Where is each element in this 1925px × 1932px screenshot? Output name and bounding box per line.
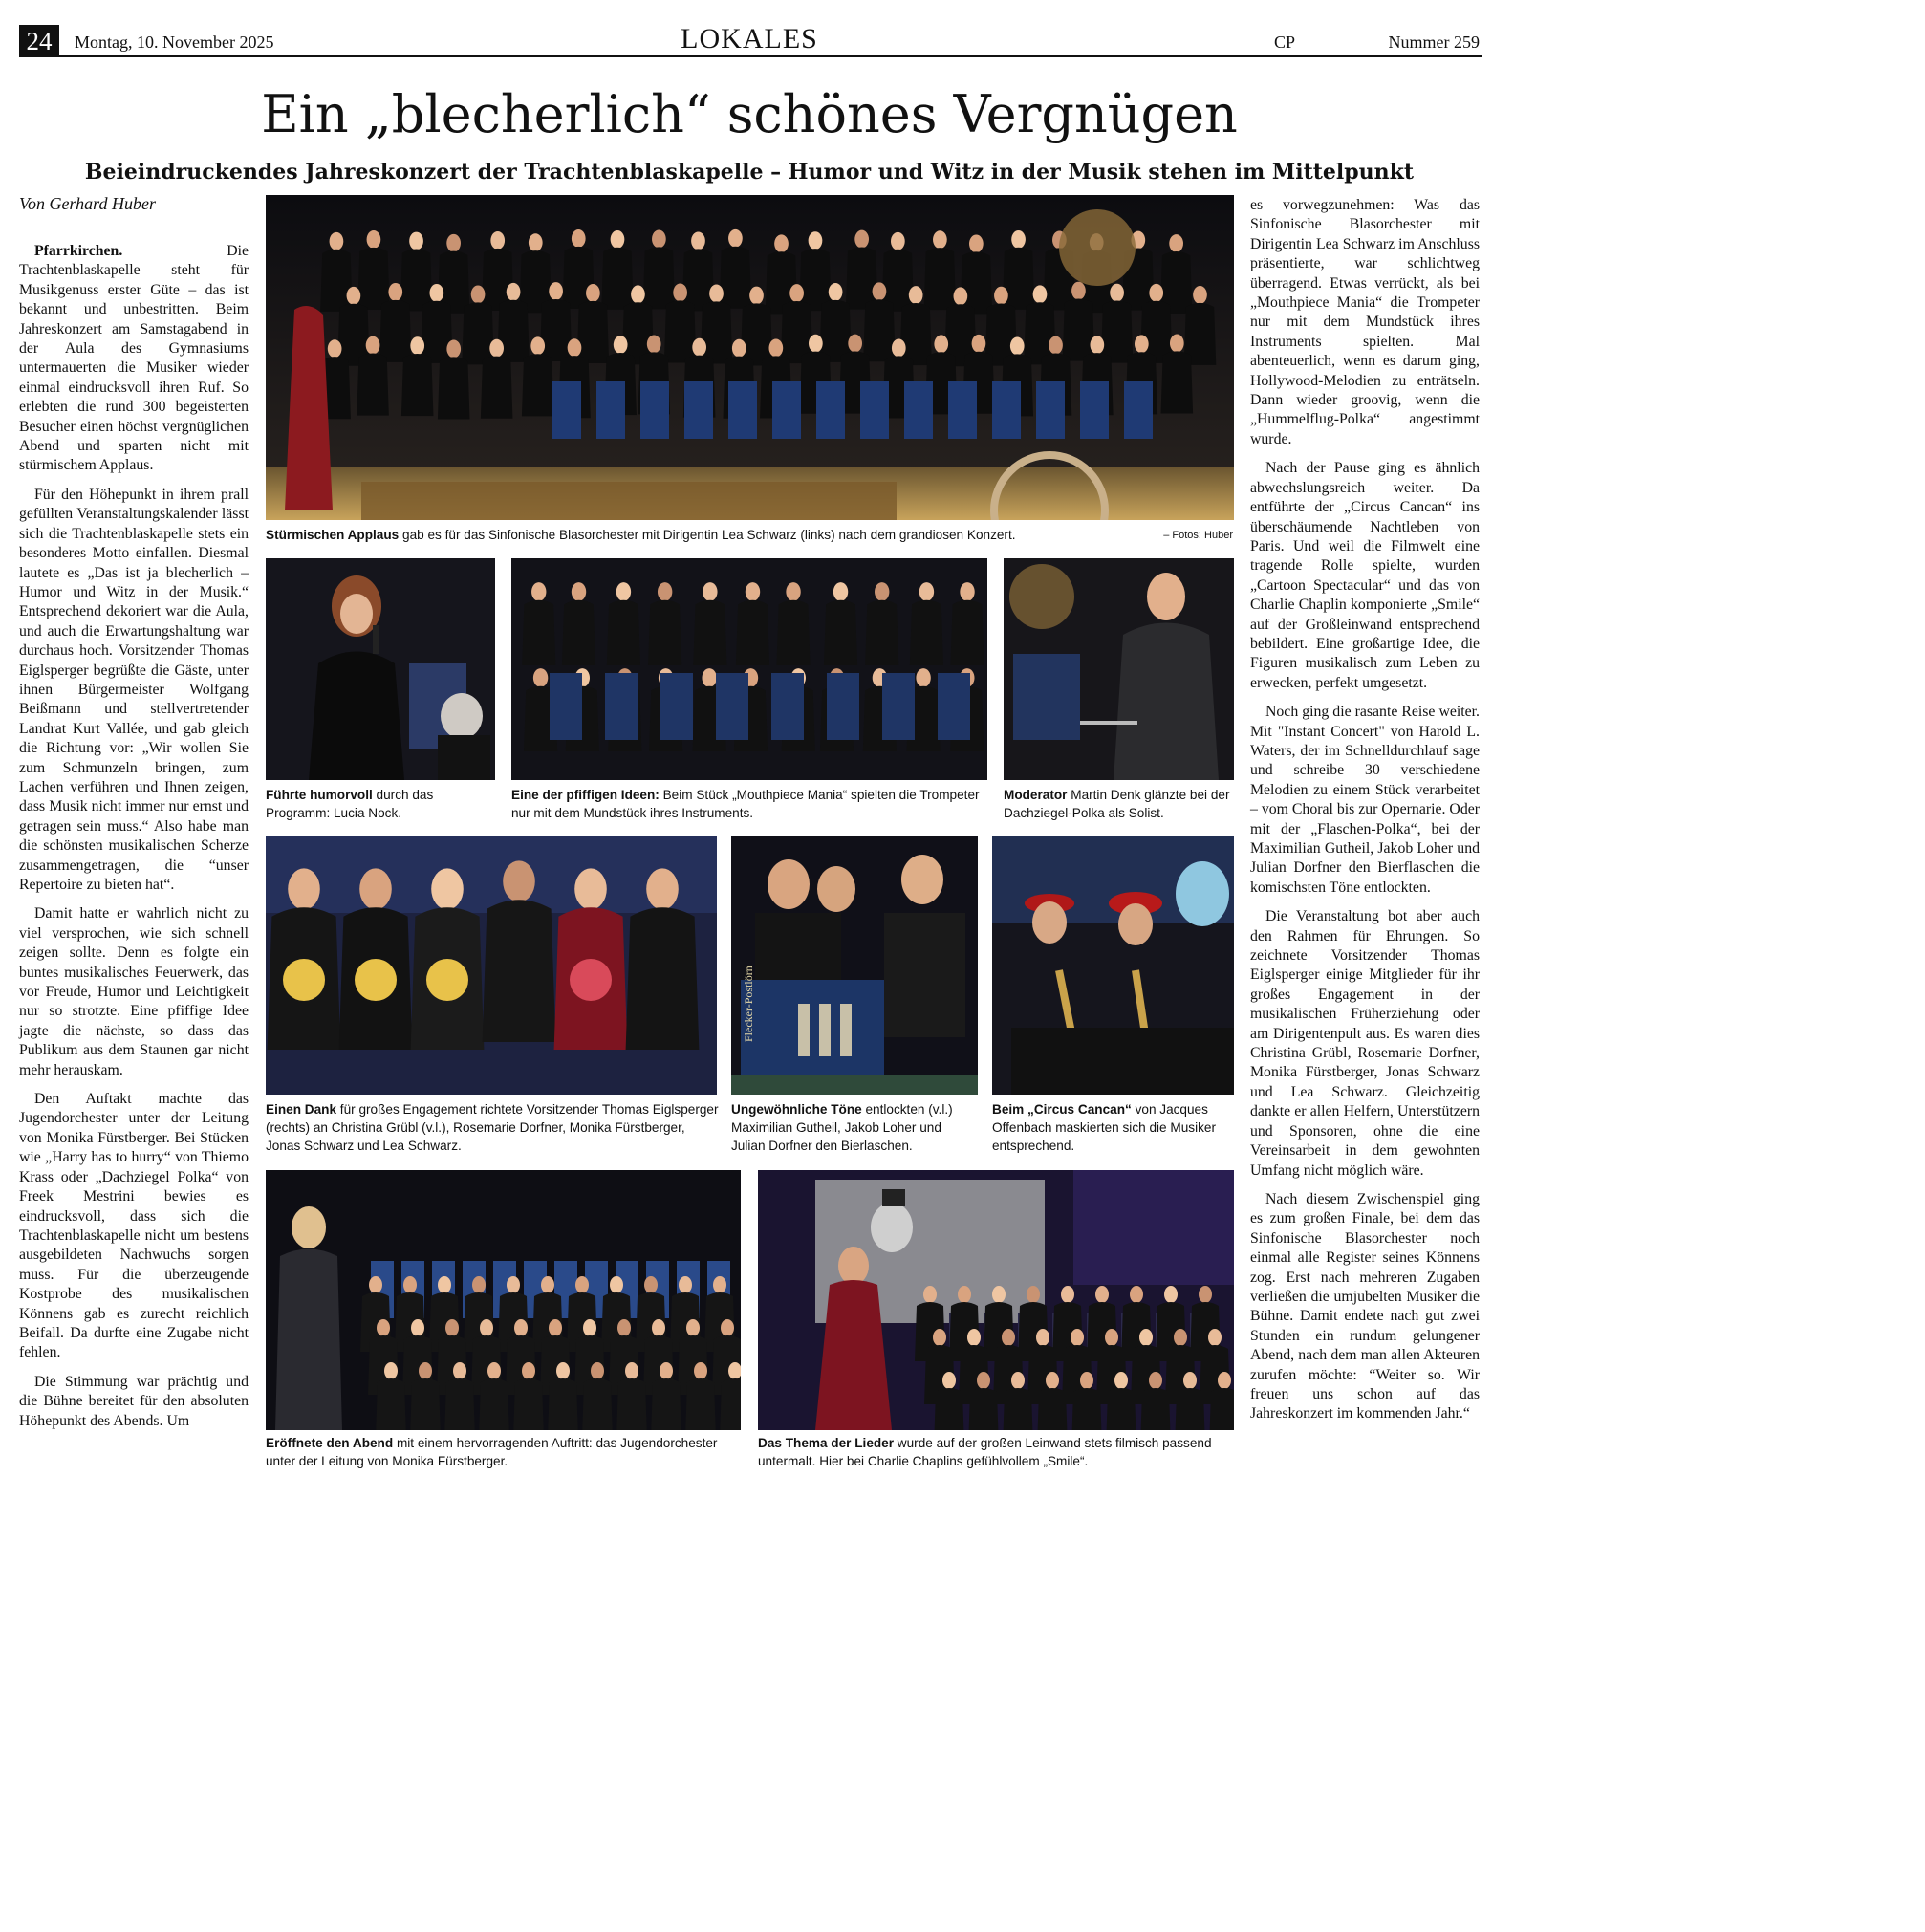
beer-crate	[741, 980, 884, 1075]
paragraph: Nach der Pause ging es ähnlich abwechslungsreich weiter. Da entführte der „Circus Cancan“ ins überschäumende Nachtleben von Paris. Und weil die Filmwelt eine tragende Rolle spielte, wurden „Cartoon Spectacular“ und das von Charlie Chaplin komponierte „Smile“ auf der Großleinwand entsprechend bebildert. Eine großartige Idee, die Figuren musikalisch zum Leben zu erwecken, perfekt umgesetzt.	[1250, 460, 1480, 691]
paragraph: Damit hatte er wahrlich nicht zu viel versprochen, wie sich schnell zeigen sollte. Denn es folgte ein buntes musikalisches Feuerwerk, das vor Freude, Humor und Leichtigkeit nur so strotzte. Eine pfiffige Idee jagte die nächste, so dass das Publikum aus dem Staunen gar nicht mehr herauskam.	[19, 905, 249, 1078]
crate-label: Flecker-Postlörn	[742, 966, 755, 1042]
dateline: Pfarrkirchen.	[34, 243, 123, 259]
photo-lucia-nock	[266, 558, 495, 780]
caption-lead: Führte humorvoll	[266, 788, 373, 802]
caption-main	[266, 526, 1145, 544]
caption-lucia	[266, 786, 495, 822]
caption-bottles	[731, 1100, 978, 1155]
paragraph: Nach diesem Zwischenspiel ging es zum großen Finale, bei dem das Sinfonische Blasorchester noch einmal alle Register seines Könnens zog. Erst nach mehreren Zugaben verließen die umjubelten Musiker die Bühne. Damit endete nach gut zwei Stunden ein rundum gelungener Abend, nach dem man allen Akteuren zurufen möchte: “Weiter so. Wir freuen uns schon auf das Jahreskonzert im kommenden Jahr.“	[1250, 1190, 1480, 1422]
photo-orchestra-applause	[266, 195, 1234, 520]
caption-text: entlockten (v.l.) Maximilian Gutheil, Jakob Loher und Julian Dorfner den Bierlaschen.	[731, 1102, 953, 1153]
caption-lead: Beim „Circus Cancan“	[992, 1102, 1132, 1117]
caption-lead: Moderator	[1004, 788, 1068, 802]
mask-icon	[1176, 861, 1229, 926]
microphone-icon	[373, 625, 379, 654]
caption-text: Martin Denk glänzte bei der Dachziegel-Polka als Solist.	[1004, 788, 1230, 820]
caption-lead: Das Thema der Lieder	[758, 1436, 895, 1450]
page-number: 24	[19, 25, 59, 57]
paragraph: Die Stimmung war prächtig und die Bühne bereitet für den absoluten Höhepunkt des Abends. Um	[19, 1373, 249, 1429]
subheadline: Beieindruckendes Jahreskonzert der Trachtenblaskapelle – Humor und Witz in der Musik stehen im Mittelpunkt	[84, 160, 1415, 185]
paragraph: Den Auftakt machte das Jugendorchester unter der Leitung von Monika Fürstberger. Bei Stücken wie „Harry has to hurry“ von Thiemo Krass oder „Dachziegel Polka“ von Freek Mestrini bewies es eindrucksvoll, dass sich die Trachtenblaskapelle nicht um bestens ausgebildeten Nachwuchs sorgen muss. Für die überzeugende Kostprobe des musikalischen Könnens gab es zurecht reichlich Beifall. Da durfte eine Zugabe nicht fehlen.	[19, 1091, 249, 1361]
gong-icon	[1059, 209, 1136, 286]
photo-moderator	[1004, 558, 1234, 780]
caption-text: gab es für das Sinfonische Blasorchester mit Dirigentin Lea Schwarz (links) nach dem grandiosen Konzert.	[399, 528, 1016, 542]
caption-mouthpiece	[511, 786, 989, 822]
photo-honors	[266, 836, 717, 1095]
paragraph: Die Veranstaltung bot aber auch den Rahmen für Ehrungen. So zeichnete Vorsitzender Thomas Eiglsperger einige Mitglieder für ihr großes Engagement in der musikalischen Früherziehung oder am Dirigentenpult aus. Es waren dies Christina Grübl, Rosemarie Dorfner, Monika Fürstberger, Jonas Schwarz und Lea Schwarz. Gleichzeitig dankte er allen Helfern, Unterstützern und Sponsoren, ohne die eine Vereinsarbeit in dem gewohnten Umfang nicht möglich wäre.	[1250, 908, 1480, 1179]
edition-code: CP	[1274, 33, 1296, 52]
header-rule	[19, 55, 1482, 57]
caption-text: für großes Engagement richtete Vorsitzender Thomas Eiglsperger (rechts) an Christina Grübl (v.l.), Rosemarie Dorfner, Monika Fürstberger, Jonas Schwarz und Lea Schwarz.	[266, 1102, 719, 1153]
caption-circus	[992, 1100, 1235, 1155]
caption-text: von Jacques Offenbach maskierten sich die Musiker entsprechend.	[992, 1102, 1216, 1153]
paragraph-text: Die Trachtenblaskapelle steht für Musikgenuss erster Güte – das ist bekannt und unbestritten. Beim Jahreskonzert am Samstagabend in der Aula des Gymnasiums untermauerten die Musiker wieder einmal eindrucksvoll ihren Ruf. So erlebten die rund 300 begeisterten Besucher einen höchst vergnüglichen Abend und sparten nicht mit stürmischem Applaus.	[19, 243, 249, 474]
caption-lead: Eine der pfiffigen Ideen:	[511, 788, 660, 802]
caption-text: wurde auf der großen Leinwand stets filmisch passend untermalt. Hier bei Charlie Chaplins gefühlvollem „Smile“.	[758, 1436, 1212, 1468]
paragraph: es vorwegzunehmen: Was das Sinfonische Blasorchester mit Dirigentin Lea Schwarz im Anschluss präsentierte, war schlichtweg überragend. Etwas verrückt, als bei „Mouthpiece Mania“ die Trompeter nur mit dem Mundstück ihres Instruments spielten. Mal abenteuerlich, wenn es darum ging, Hollywood-Melodien zu enträtseln. Dann wieder groovig, wenn die „Hummelflug-Polka“ angestimmt wurde.	[1250, 197, 1480, 447]
caption-moderator	[1004, 786, 1235, 822]
section-title: LOKALES	[681, 23, 818, 54]
article-column-right	[1250, 196, 1480, 1434]
caption-text: Beim Stück „Mouthpiece Mania“ spielten die Trompeter nur mit dem Mundstück ihres Instruments.	[511, 788, 980, 820]
photo-bottle-sounds	[731, 836, 978, 1095]
caption-youth	[266, 1434, 744, 1470]
photo-screen-smile	[758, 1170, 1234, 1430]
caption-lead: Ungewöhnliche Töne	[731, 1102, 862, 1117]
article-column-left	[19, 242, 249, 1441]
issue-number: Nummer 259	[1388, 33, 1480, 52]
headline: Ein „blecherlich“ schönes Vergnügen	[261, 84, 1238, 144]
issue-date: Montag, 10. November 2025	[75, 33, 274, 52]
caption-text: durch das Programm: Lucia Nock.	[266, 788, 434, 820]
byline: Von Gerhard Huber	[19, 194, 156, 213]
caption-lead: Einen Dank	[266, 1102, 337, 1117]
caption-lead: Stürmischen Applaus	[266, 528, 400, 542]
paragraph: Noch ging die rasante Reise weiter. Mit "Instant Concert" von Harold L. Waters, der im Schnelldurchlauf sage und schreibe 30 verschiedene Melodien zu einem Stück verarbeitet – vom Choral bis zur Opernarie. Oder mit der „Flaschen-Polka“, bei der Maximilian Gutheil, Jakob Loher und Julian Dorfner den Bierflaschen die komischsten Töne entlockten.	[1250, 704, 1480, 896]
paragraph: Für den Höhepunkt in ihrem prall gefüllten Veranstaltungskalender lässt sich die Trachtenblaskapelle stets ein besonderes Motto einfallen. Diesmal lautete es „Das ist ja blecherlich – Humor und Witz in der Musik.“ Entsprechend dekoriert war die Aula, und auch die Erwartungshaltung war durchaus hoch. Vorsitzender Thomas Eiglsperger begrüßte die Gäste, unter ihnen Bürgermeister Wolfgang Beißmann und stellvertretender Landrat Kurt Vallée, und gab gleich die Richtung vor: „Wir wollen Sie zum Schmunzeln bringen, zum Lachen verführen und Ihnen zeigen, dass Musik nicht immer nur ernst und getragen sein muss.“ Also habe man die schönsten musikalischen Scherze zusammengetragen, die “unser Repertoire zu bieten hat“.	[19, 486, 249, 893]
caption-lead: Eröffnete den Abend	[266, 1436, 394, 1450]
caption-screen	[758, 1434, 1236, 1470]
paragraph	[19, 242, 249, 476]
photo-youth-orchestra	[266, 1170, 741, 1430]
photo-mouthpiece-mania	[511, 558, 987, 780]
photo-circus-cancan	[992, 836, 1234, 1095]
caption-honors	[266, 1100, 719, 1155]
photo-credit: – Fotos: Huber	[1163, 530, 1233, 541]
caption-text: mit einem hervorragenden Auftritt: das Jugendorchester unter der Leitung von Monika Fürstberger.	[266, 1436, 718, 1468]
